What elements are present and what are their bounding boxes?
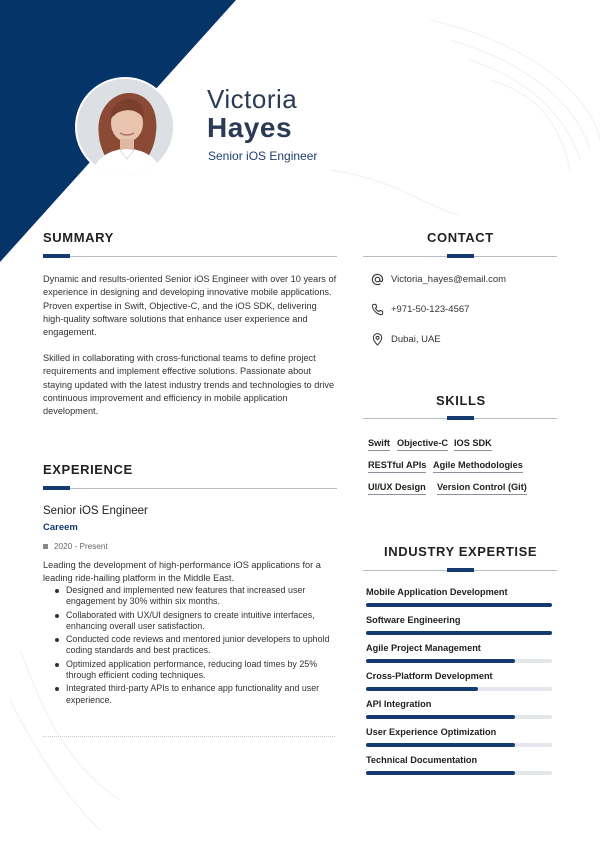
skill-tag: Agile Methodologies: [433, 460, 523, 473]
job-role: Senior iOS Engineer: [43, 505, 148, 517]
expertise-label: Mobile Application Development: [366, 587, 508, 597]
expertise-bar-fill: [366, 743, 515, 747]
expertise-bar-track: [366, 743, 552, 747]
profile-photo: [75, 77, 175, 177]
experience-divider: [43, 736, 335, 737]
contact-email[interactable]: Victoria_hayes@email.com: [391, 274, 507, 285]
job-company: Careem: [43, 522, 78, 533]
expertise-label: Software Engineering: [366, 615, 461, 625]
industry-expertise-heading: INDUSTRY EXPERTISE: [384, 544, 538, 559]
summary-paragraph-1: Dynamic and results-oriented Senior iOS Engineer with over 10 years of experience in designing and developing innovative mobile applications. Proven expertise in Swift, Objective-C, and the iOS SDK, delivering high-quality software solutions that enhance user experience and engagement.: [43, 274, 337, 338]
job-title: Senior iOS Engineer: [208, 149, 318, 163]
skill-tag: Version Control (Git): [437, 482, 527, 495]
job-bullet: Collaborated with UX/UI designers to create intuitive interfaces, enhancing overall user satisfaction.: [53, 610, 343, 633]
summary-accent: [43, 254, 70, 258]
contact-heading: CONTACT: [427, 230, 494, 245]
expertise-bar-fill: [366, 771, 515, 775]
expertise-bar-fill: [366, 603, 552, 607]
expertise-label: API Integration: [366, 699, 432, 709]
skills-accent: [447, 416, 474, 420]
expertise-bar-track: [366, 659, 552, 663]
expertise-bar-fill: [366, 687, 478, 691]
contact-location: Dubai, UAE: [391, 334, 441, 345]
contact-accent: [447, 254, 474, 258]
job-dates-text: 2020 - Present: [54, 542, 108, 551]
avatar-portrait-icon: [77, 79, 175, 177]
job-bullet: Optimized application performance, reducing load times by 25% through efficient coding techniques.: [53, 659, 343, 682]
experience-heading: EXPERIENCE: [43, 462, 133, 477]
skill-tag: IOS SDK: [454, 438, 492, 451]
calendar-square-icon: [43, 544, 48, 549]
job-description: Leading the development of high-performance iOS applications for a leading ride-hailing platform in the Middle East.: [43, 560, 321, 584]
contact-phone[interactable]: +971-50-123-4567: [391, 304, 470, 315]
expertise-bar-track: [366, 603, 552, 607]
expertise-label: Technical Documentation: [366, 755, 478, 765]
skill-tag: UI/UX Design: [368, 482, 426, 495]
contact-email-row: [371, 273, 506, 286]
skill-tag: Swift: [368, 438, 390, 451]
contact-location-row: [371, 333, 441, 346]
expertise-bar-fill: [366, 631, 552, 635]
location-pin-icon: [371, 333, 384, 346]
experience-rule: [43, 488, 337, 489]
skill-tag: Objective-C: [397, 438, 448, 451]
expertise-bar-fill: [366, 715, 515, 719]
contact-phone-row: [371, 303, 469, 316]
last-name: Hayes: [207, 112, 293, 143]
summary-rule: [43, 256, 337, 257]
experience-accent: [43, 486, 70, 490]
expertise-bar-track: [366, 771, 552, 775]
summary-heading: SUMMARY: [43, 230, 114, 245]
job-bullet: Designed and implemented new features that increased user engagement by 30% within six months.: [53, 585, 343, 608]
skill-tag: RESTful APIs: [368, 460, 426, 473]
expertise-bar-track: [366, 687, 552, 691]
job-bullet: Conducted code reviews and mentored junior developers to uphold coding standards and best practices.: [53, 634, 343, 657]
expertise-bar-track: [366, 631, 552, 635]
job-bullet-list: [53, 585, 343, 708]
expertise-label: User Experience Optimization: [366, 727, 497, 737]
phone-icon: [371, 303, 384, 316]
job-bullet: Integrated third-party APIs to enhance app functionality and user experience.: [53, 683, 343, 706]
at-icon: [371, 273, 384, 286]
expertise-label: Cross-Platform Development: [366, 671, 493, 681]
skills-heading: SKILLS: [436, 393, 486, 408]
expertise-bar-fill: [366, 659, 515, 663]
summary-paragraph-2: Skilled in collaborating with cross-functional teams to define project requirements and implement effective solutions. Passionate about staying updated with the latest industry trends and technologies to drive continuous improvement and efficiency in mobile application development.: [43, 353, 335, 417]
expertise-label: Agile Project Management: [366, 643, 481, 653]
first-name: Victoria: [207, 84, 298, 114]
industry-expertise-accent: [447, 568, 474, 572]
expertise-bar-track: [366, 715, 552, 719]
job-dates: [43, 542, 108, 551]
